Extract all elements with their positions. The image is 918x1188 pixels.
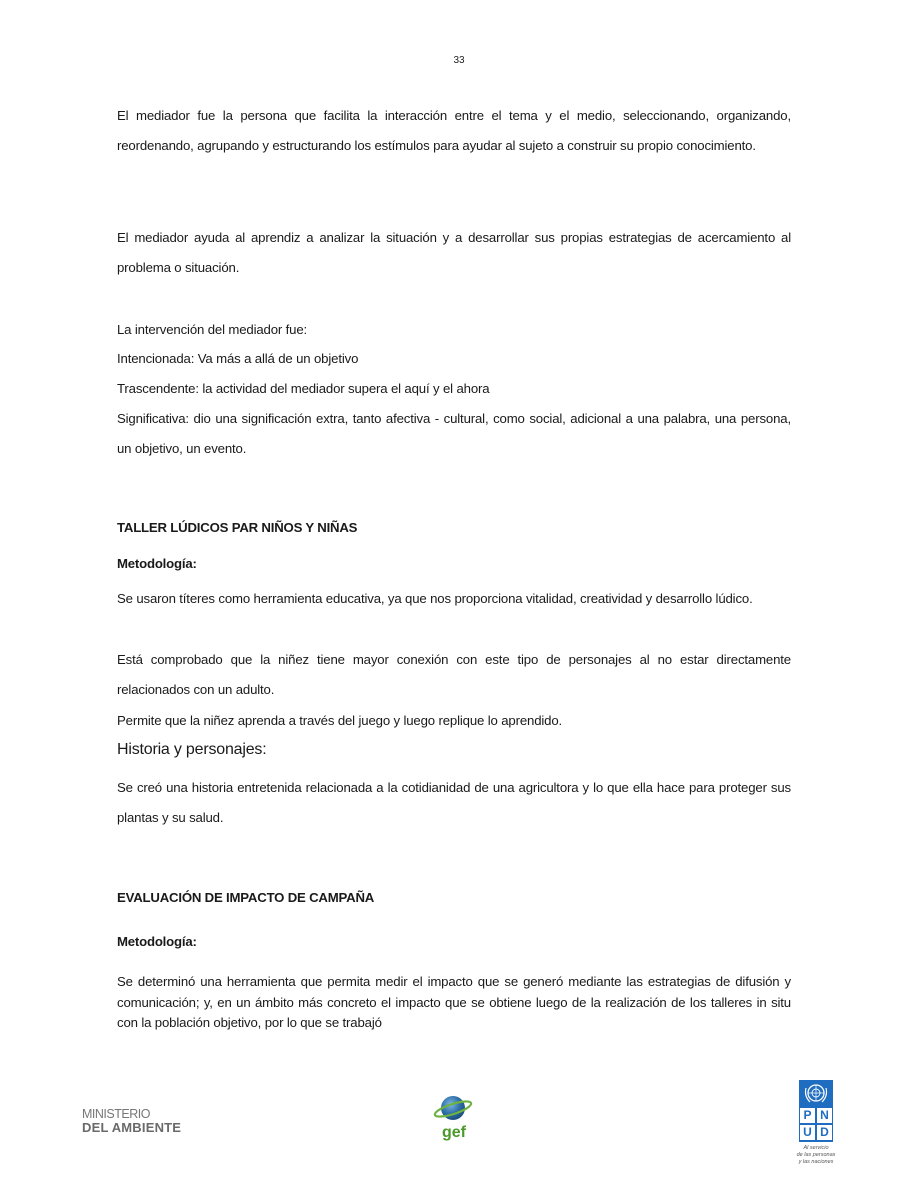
paragraph-story: Se creó una historia entretenida relacionada a la cotidianidad de una agricultora y lo que ella hace para proteger sus plantas y su salud. — [117, 780, 791, 825]
intervention-item-intencionada: Intencionada: Va más a allá de un objetivo — [117, 351, 359, 366]
section-heading-evaluacion: EVALUACIÓN DE IMPACTO DE CAMPAÑA — [117, 890, 375, 905]
minam-line2: DEL AMBIENTE — [82, 1120, 182, 1135]
intervention-intro: La intervención del mediador fue: — [117, 322, 308, 337]
gef-globe-icon — [432, 1093, 476, 1143]
pnud-letter-d: D — [817, 1125, 832, 1140]
pnud-logo — [796, 1080, 836, 1166]
paragraph-juego: Permite que la niñez aprenda a través del juego y luego replique lo aprendido. — [117, 713, 563, 728]
un-emblem-icon — [803, 1082, 829, 1106]
pnud-letter-u: U — [800, 1125, 815, 1140]
story-heading: Historia y personajes: — [117, 741, 267, 758]
paragraph-mediator-helps: El mediador ayuda al aprendiz a analizar la situación y a desarrollar sus propias estrategias de acercamiento al problema o situación. — [117, 230, 791, 275]
section-heading-taller: TALLER LÚDICOS PAR NIÑOS Y NIÑAS — [117, 520, 358, 535]
minam-line1: MINISTERIO — [82, 1107, 150, 1121]
intervention-item-significativa: Significativa: dio una significación extra, tanto afectiva - cultural, como social, adicional a una palabra, una persona, un objetivo, un evento. — [117, 411, 791, 456]
pnud-tagline — [791, 1145, 841, 1166]
pnud-letter-p: P — [800, 1108, 815, 1123]
methodology-label-evaluacion: Metodología: — [117, 934, 197, 949]
paragraph-titeres: Se usaron títeres como herramienta educativa, ya que nos proporciona vitalidad, creatividad y desarrollo lúdico. — [117, 591, 753, 606]
page-number: 33 — [453, 55, 465, 66]
pnud-letter-n: N — [817, 1108, 832, 1123]
paragraph-conexion: Está comprobado que la niñez tiene mayor conexión con este tipo de personajes al no estar directamente relacionados con un adulto. — [117, 652, 791, 697]
pnud-tagline-line3: y las naciones — [798, 1159, 834, 1165]
gef-text: gef — [442, 1124, 466, 1141]
pnud-tagline-line2: de las personas — [796, 1152, 836, 1158]
intervention-item-trascendente: Trascendente: la actividad del mediador supera el aquí y el ahora — [117, 381, 490, 396]
paragraph-evaluacion: Se determinó una herramienta que permita medir el impacto que se generó mediante las estrategias de difusión y comunicación; y, en un ámbito más concreto el impacto que se obtiene luego de la realización de los talleres in situ con la población objetivo, por lo que se trabajó — [117, 974, 791, 1030]
paragraph-mediator-definition: El mediador fue la persona que facilita la interacción entre el tema y el medio, seleccionando, organizando, reordenando, agrupando y estructurando los estímulos para ayudar al sujeto a construir su propio conocimiento. — [117, 108, 791, 153]
gef-logo — [432, 1093, 476, 1143]
ministerio-del-ambiente-logo — [82, 1108, 181, 1134]
methodology-label-taller: Metodología: — [117, 556, 197, 571]
pnud-tagline-line1: Al servicio — [803, 1145, 829, 1151]
